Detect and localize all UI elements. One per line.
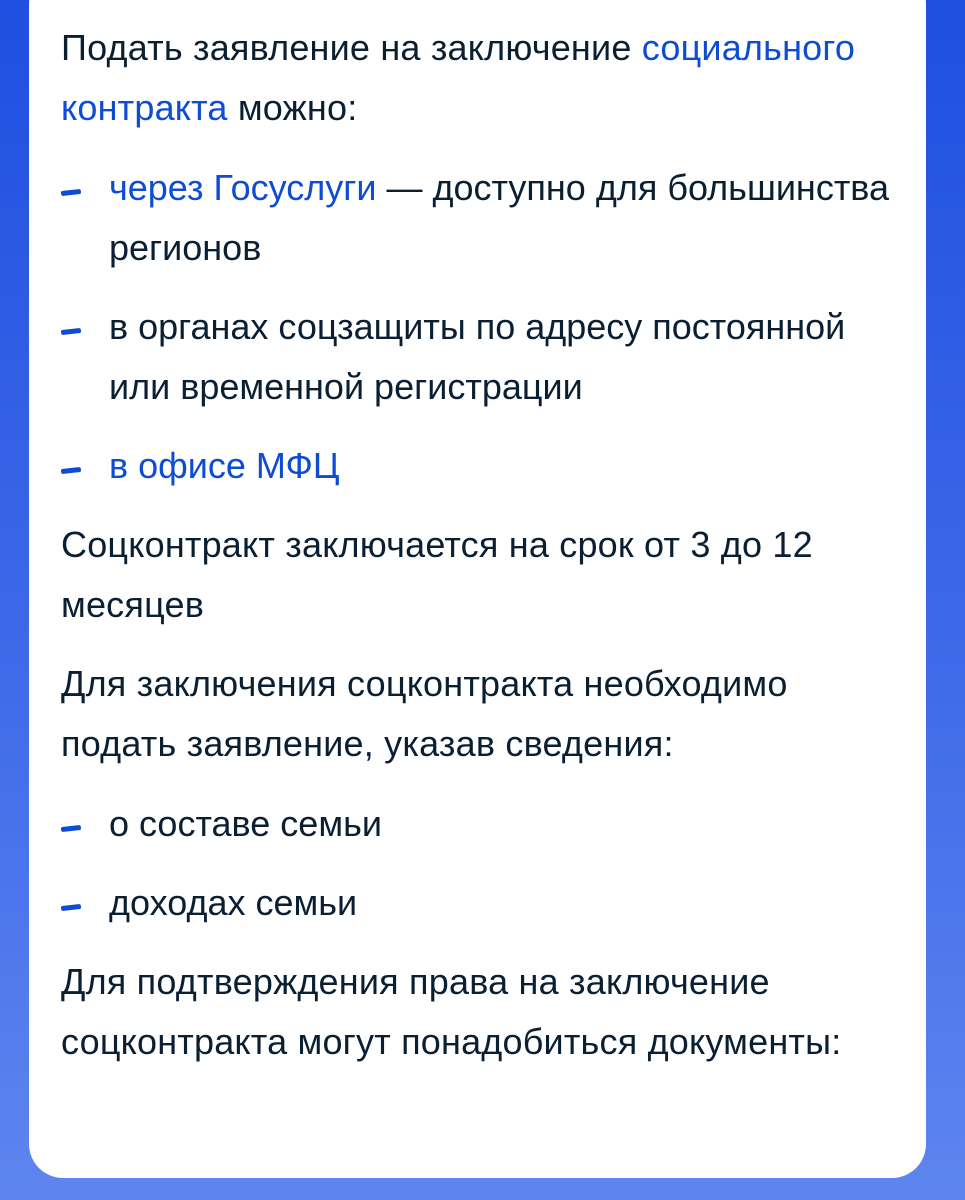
social-contract-link[interactable]: социального контракта [61, 27, 856, 128]
mfc-office-link[interactable]: в офисе МФЦ [109, 445, 340, 486]
gosuslugi-link[interactable]: через Госуслуги [109, 167, 377, 208]
intro-text-start: Подать заявление на заключение [61, 27, 642, 68]
social-protection-text: в органах соцзащиты по адресу постоянной или временной регистрации [109, 306, 846, 407]
family-income-text: доходах семьи [109, 882, 358, 923]
gosuslugi-note: — доступно для большинства регионов [109, 167, 890, 268]
dash-bullet-icon [61, 904, 81, 911]
list-item-gosuslugi [61, 158, 896, 278]
dash-bullet-icon [61, 467, 81, 474]
term-paragraph: Соцконтракт заключается на срок от 3 до 12 месяцев [61, 524, 813, 625]
list-item-social-protection [61, 297, 896, 417]
info-intro-paragraph: Для заключения соцконтракта необходимо подать заявление, указав сведения: [61, 663, 788, 764]
family-composition-text: о составе семьи [109, 803, 382, 844]
dash-bullet-icon [61, 328, 81, 335]
list-item-family-composition [61, 794, 896, 854]
intro-text-end: можно: [227, 87, 358, 128]
list-item-mfc [61, 436, 896, 496]
content-card [29, 0, 926, 1178]
dash-bullet-icon [61, 825, 81, 832]
required-info-list [61, 794, 896, 933]
application-ways-list [61, 158, 896, 496]
dash-bullet-icon [61, 189, 81, 196]
list-item-family-income [61, 873, 896, 933]
intro-paragraph [61, 18, 896, 138]
documents-intro-paragraph: Для подтверждения права на заключение соцконтракта могут понадобиться документы: [61, 961, 842, 1062]
